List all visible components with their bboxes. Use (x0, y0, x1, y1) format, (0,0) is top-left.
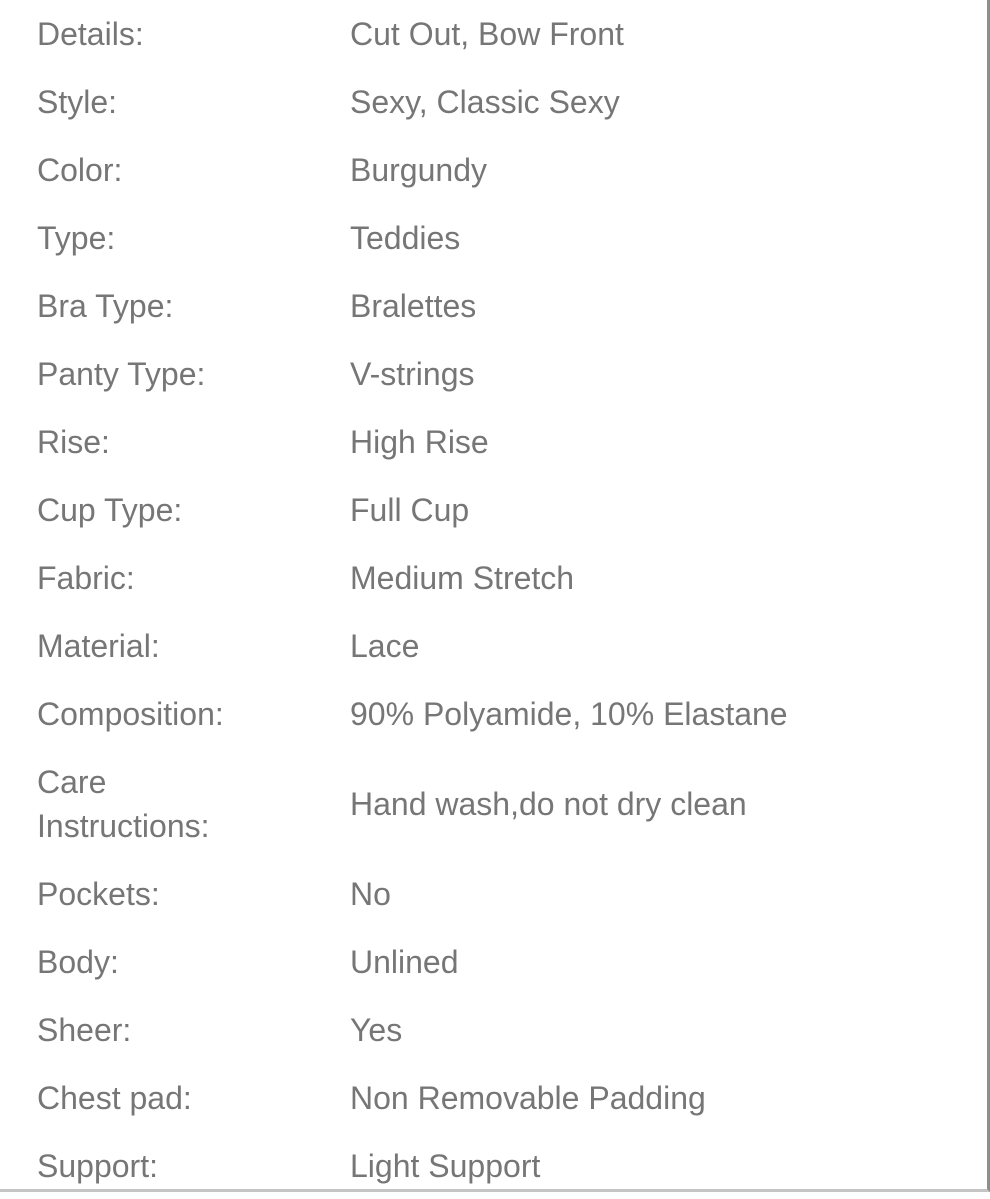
attribute-label (37, 216, 350, 260)
attribute-label-text: Sheer: (37, 1012, 132, 1048)
attribute-label-text: Fabric: (37, 560, 135, 596)
attribute-value: Bralettes (350, 288, 477, 324)
attribute-row (37, 408, 987, 476)
attribute-value: Hand wash,do not dry clean (350, 786, 747, 822)
attribute-label-text: Rise: (37, 424, 110, 460)
attribute-label (37, 556, 350, 600)
attribute-label-text: Care Instructions: (37, 764, 210, 844)
attribute-label-text: Chest pad: (37, 1080, 192, 1116)
attribute-row (37, 544, 987, 612)
attribute-label (37, 760, 350, 848)
attribute-label-text: Body: (37, 944, 119, 980)
attribute-label (37, 1008, 350, 1052)
attribute-label-text: Color: (37, 152, 123, 188)
attribute-row (37, 612, 987, 680)
attribute-value: V-strings (350, 356, 475, 392)
attribute-label-text: Composition: (37, 696, 224, 732)
attribute-row (37, 860, 987, 928)
attribute-label (37, 12, 350, 56)
attribute-label-text: Support: (37, 1148, 158, 1184)
attribute-value: Yes (350, 1012, 403, 1048)
attribute-label-text: Details: (37, 16, 144, 52)
attribute-row (37, 476, 987, 544)
attribute-value: Sexy, Classic Sexy (350, 84, 620, 120)
attribute-row (37, 0, 987, 68)
attribute-row (37, 68, 987, 136)
attribute-row (37, 204, 987, 272)
attribute-label (37, 284, 350, 328)
attribute-value: Medium Stretch (350, 560, 575, 596)
attribute-value: Burgundy (350, 152, 487, 188)
attribute-value: Teddies (350, 220, 461, 256)
attribute-label-text: Cup Type: (37, 492, 183, 528)
attribute-label (37, 488, 350, 532)
attribute-label (37, 80, 350, 124)
attribute-value: High Rise (350, 424, 489, 460)
attribute-row (37, 136, 987, 204)
attribute-label-text: Style: (37, 84, 118, 120)
attribute-value: Full Cup (350, 492, 470, 528)
attribute-row (37, 928, 987, 996)
attribute-row (37, 996, 987, 1064)
attribute-row (37, 748, 987, 860)
attribute-value: Cut Out, Bow Front (350, 16, 624, 52)
attribute-value: Lace (350, 628, 420, 664)
attribute-row (37, 340, 987, 408)
attribute-label (37, 692, 350, 736)
attribute-value: Light Support (350, 1148, 541, 1184)
attribute-label-text: Pockets: (37, 876, 160, 912)
attribute-value: Unlined (350, 944, 459, 980)
attribute-label (37, 420, 350, 464)
attribute-label (37, 1076, 350, 1120)
attribute-row (37, 1064, 987, 1132)
attribute-label (37, 624, 350, 668)
attribute-row (37, 680, 987, 748)
attribute-value: No (350, 876, 391, 912)
attribute-label (37, 872, 350, 916)
attribute-label-text: Type: (37, 220, 116, 256)
attribute-label (37, 940, 350, 984)
attribute-row (37, 272, 987, 340)
attribute-value: Non Removable Padding (350, 1080, 706, 1116)
attribute-label-text: Bra Type: (37, 288, 174, 324)
attribute-label (37, 352, 350, 396)
attribute-label (37, 148, 350, 192)
attribute-label-text: Panty Type: (37, 356, 206, 392)
attribute-value: 90% Polyamide, 10% Elastane (350, 696, 788, 732)
attribute-row (37, 1132, 987, 1192)
attribute-label-text: Material: (37, 628, 160, 664)
attribute-label (37, 1144, 350, 1188)
